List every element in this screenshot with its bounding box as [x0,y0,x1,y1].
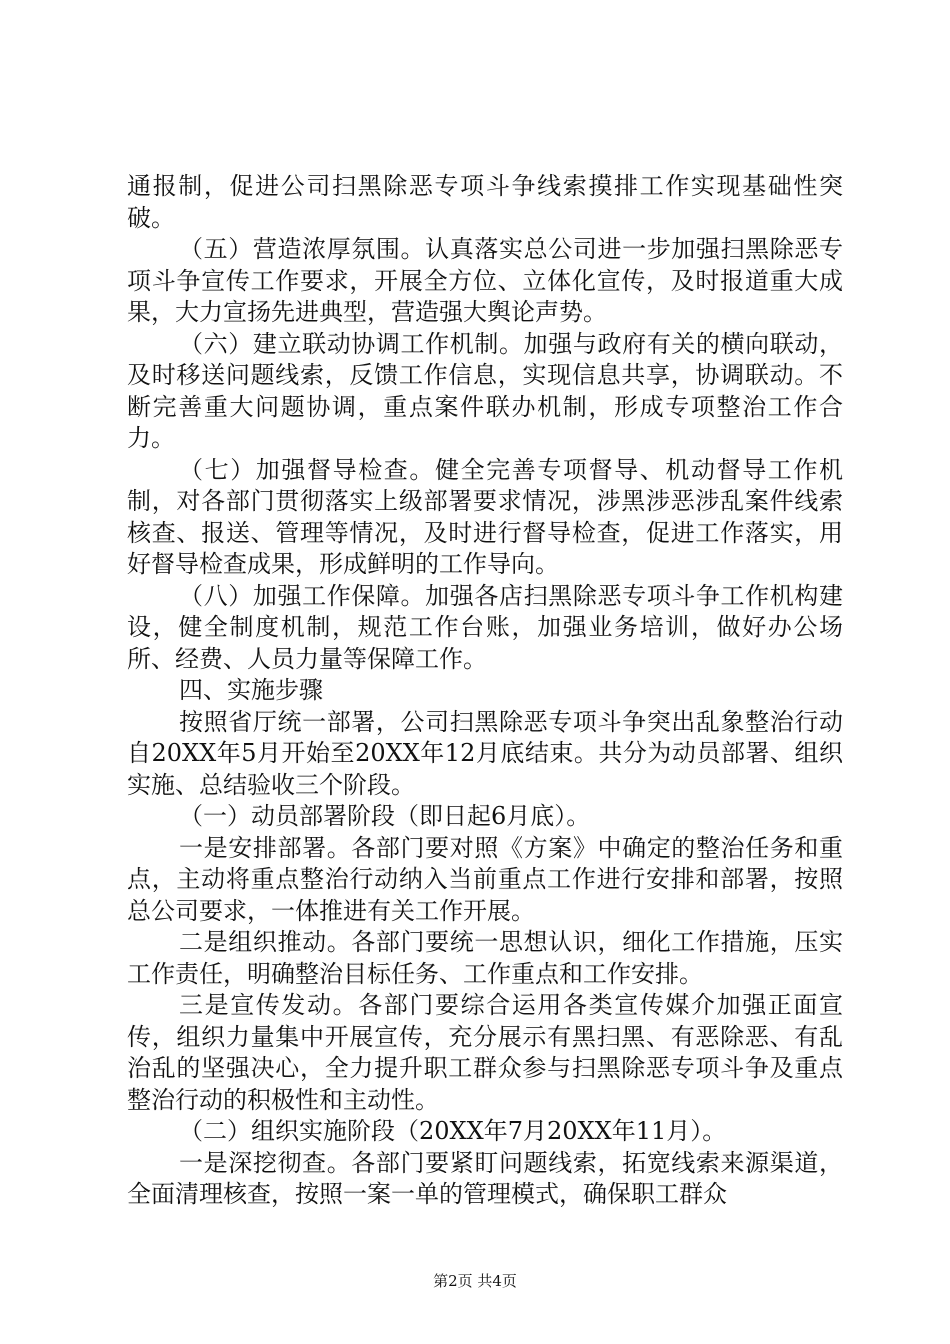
body-paragraph: 二是组织推动。各部门要统一思想认识，细化工作措施，压实工作责任，明确整治目标任务、工作重点和工作安排。 [127,928,843,988]
body-paragraph: （一）动员部署阶段（即日起6月底）。 [179,802,591,830]
body-paragraph: （八）加强工作保障。加强各店扫黑除恶专项斗争工作机构建设，健全制度机制，规范工作台账，加强业务培训，做好办公场所、经费、人员力量等保障工作。 [127,581,843,673]
body-paragraph: 按照省厅统一部署，公司扫黑除恶专项斗争突出乱象整治行动自20XX年5月开始至20XX年12月底结束。共分为动员部署、组织实施、总结验收三个阶段。 [127,707,843,799]
body-paragraph: （七）加强督导检查。健全完善专项督导、机动督导工作机制，对各部门贯彻落实上级部署要求情况，涉黑涉恶涉乱案件线索核查、报送、管理等情况，及时进行督导检查，促进工作落实，用好督导检查成果，形成鲜明的工作导向。 [127,455,843,578]
body-paragraph: 一是深挖彻查。各部门要紧盯问题线索，拓宽线索来源渠道，全面清理核查，按照一案一单的管理模式，确保职工群众 [127,1148,843,1208]
body-paragraph: 四、实施步骤 [179,676,323,704]
body-paragraph: 一是安排部署。各部门要对照《方案》中确定的整治任务和重点，主动将重点整治行动纳入当前重点工作进行安排和部署，按照总公司要求，一体推进有关工作开展。 [127,833,843,925]
body-paragraph: 三是宣传发动。各部门要综合运用各类宣传媒介加强正面宣传，组织力量集中开展宣传，充分展示有黑扫黑、有恶除恶、有乱治乱的坚强决心，全力提升职工群众参与扫黑除恶专项斗争及重点整治行动的积极性和主动性。 [127,991,843,1114]
body-paragraph: （二）组织实施阶段（20XX年7月20XX年11月）。 [179,1117,727,1145]
document-body [127,171,843,1211]
body-paragraph: （五）营造浓厚氛围。认真落实总公司进一步加强扫黑除恶专项斗争宣传工作要求，开展全方位、立体化宣传，及时报道重大成果，大力宣扬先进典型，营造强大舆论声势。 [127,235,843,326]
body-paragraph: 通报制，促进公司扫黑除恶专项斗争线索摸排工作实现基础性突破。 [127,172,843,232]
body-paragraph: （六）建立联动协调工作机制。加强与政府有关的横向联动，及时移送问题线索，反馈工作信息，实现信息共享，协调联动。不断完善重大问题协调，重点案件联办机制，形成专项整治工作合力。 [127,329,843,452]
page-footer: 第2页 共4页 [433,1272,517,1290]
